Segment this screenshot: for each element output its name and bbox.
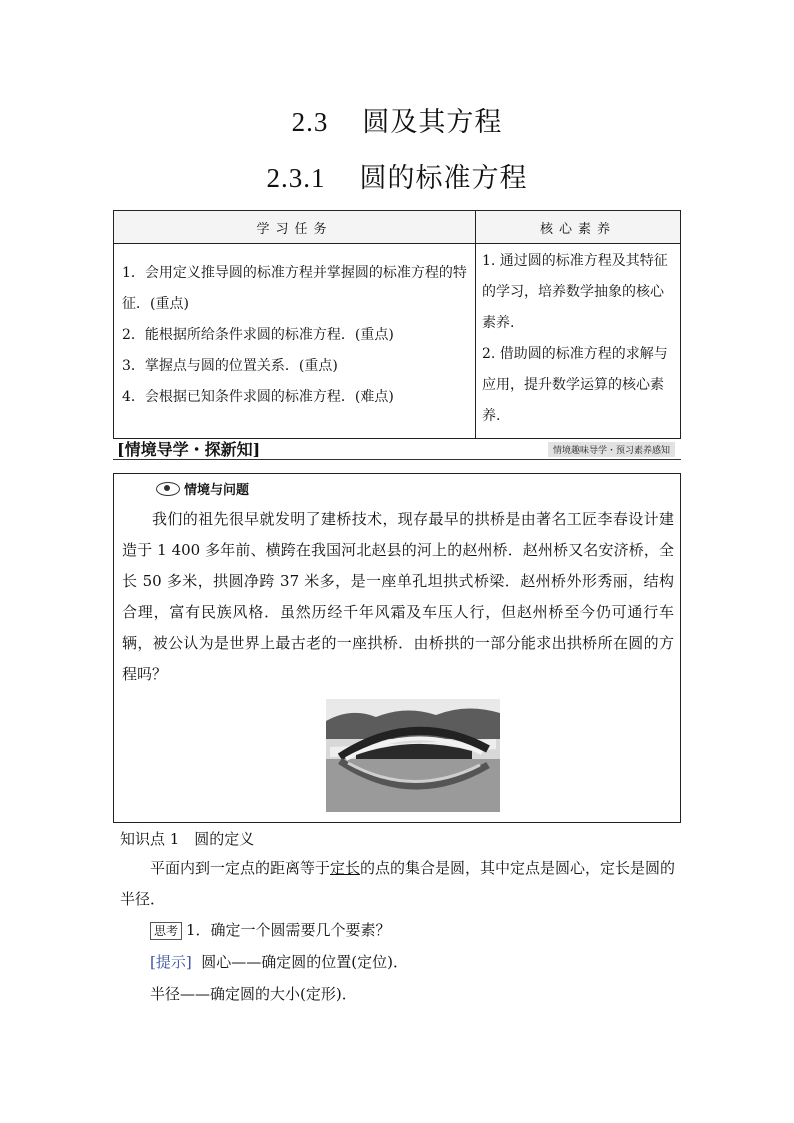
section-bar-tag: 情境趣味导学・预习素养感知 [548, 442, 675, 457]
knowledge-definition [120, 853, 680, 915]
think-tag: 思考 [150, 922, 182, 940]
definition-part1: 平面内到一定点的距离等于 [150, 859, 331, 877]
task-item: 1．会用定义推导圆的标准方程并掌握圆的标准方程的特征．(重点) [122, 265, 467, 312]
task-item: 3．掌握点与圆的位置关系．(重点) [122, 358, 338, 374]
tasks-cell [114, 244, 476, 439]
section-bar-title: [情境导学・探新知] [117, 440, 261, 459]
goals-table [113, 210, 681, 439]
literacy-item: 1. 通过圆的标准方程及其特征的学习，培养数学抽象的核心素养. [482, 253, 668, 331]
eye-icon [156, 482, 180, 496]
hint-text: 圆心——确定圆的位置(定位)． [201, 953, 408, 971]
section-bar [113, 437, 681, 460]
hint-line [150, 947, 680, 978]
bridge-photo [326, 699, 500, 812]
knowledge-heading: 知识点 1 圆的定义 [120, 830, 255, 848]
think-question [150, 915, 680, 946]
hint-line-2: 半径——确定圆的大小(定形)． [150, 985, 357, 1003]
situation-text: 我们的祖先很早就发明了建桥技术，现存最早的拱桥是由著名工匠李春设计建造于 1 400 多年前、横跨在我国河北赵县的河上的赵州桥．赵州桥又名安济桥，全长 50 多米，拱圆净跨 37 米多，是一座单孔坦拱式桥梁．赵州桥外形秀丽，结构合理，富有民族风格．虽然历经千年风霜及车压人行，但赵州桥至今仍可通行车辆，被公认为是世界上最古老的一座拱桥．由桥拱的一部分能求出拱桥所在圆的方程吗？ [122, 510, 674, 683]
hint-tag: [提示] [150, 953, 192, 971]
literacy-item: 2. 借助圆的标准方程的求解与应用，提升数学运算的核心素养. [482, 346, 668, 424]
tasks-header: 学习任务 [114, 211, 476, 244]
definition-underlined: 定长 [330, 859, 361, 877]
subsection-title [0, 156, 794, 195]
definition-part2: 的点的集合是圆，其中定点是圆心，定长是圆的半径． [120, 859, 676, 908]
subsection-title-text: 圆的标准方程 [359, 163, 528, 194]
section-title-text: 圆及其方程 [362, 107, 503, 138]
literacy-cell [476, 244, 681, 439]
section-title [0, 100, 794, 139]
literacy-header: 核心素养 [476, 211, 681, 244]
question-text: 1．确定一个圆需要几个要素？ [186, 921, 391, 939]
situation-box [113, 473, 681, 823]
bridge-illustration [326, 699, 500, 812]
section-number: 2.3 [291, 107, 329, 137]
subsection-number: 2.3.1 [266, 163, 326, 193]
situation-label-text: 情境与问题 [184, 483, 250, 498]
situation-label [156, 479, 249, 498]
task-item: 2．能根据所给条件求圆的标准方程．(重点) [122, 327, 394, 343]
task-item: 4．会根据已知条件求圆的标准方程．(难点) [122, 389, 394, 405]
